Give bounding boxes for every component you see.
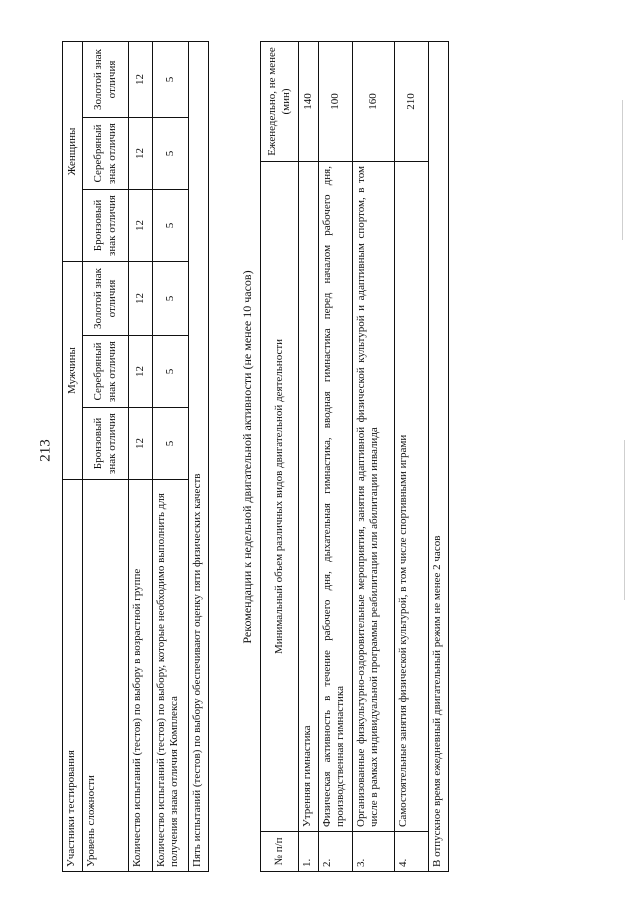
table-note: Пять испытаний (тестов) по выбору обеспечивают оценку пяти физических качеств <box>189 41 209 871</box>
cell-value: 5 <box>153 336 189 408</box>
cell-value: 12 <box>129 408 153 480</box>
activity-description: Утренняя гимнастика <box>299 162 319 832</box>
scan-edge-mark <box>624 440 625 600</box>
number-header: № п/п <box>261 832 299 872</box>
row-number: 4. <box>395 832 429 872</box>
activity-header: Минимальный объем различных видов двигательной деятельности <box>261 162 299 832</box>
cell-value: 12 <box>129 189 153 261</box>
participants-header: Участники тестирования <box>63 480 83 872</box>
weekly-minutes-header: Еженедельно, не менее (мин) <box>261 42 299 162</box>
cell-value: 5 <box>153 261 189 335</box>
page-number: 213 <box>37 439 54 462</box>
table-row <box>395 42 429 872</box>
table-footer-note: В отпускное время ежедневный двигательный режим не менее 2 часов <box>429 42 449 872</box>
row-label: Количество испытаний (тестов) по выбору в возрастной группе <box>129 480 153 872</box>
activity-description: Самостоятельные занятия физической культурой, в том числе спортивными играми <box>395 162 429 832</box>
rotated-page-content <box>62 42 607 872</box>
cell-value: 5 <box>153 189 189 261</box>
women-header: Женщины <box>63 41 83 261</box>
badge-header: Золотой знак отличия <box>83 261 129 335</box>
table-row <box>153 41 189 871</box>
table-row <box>299 42 319 872</box>
scan-edge-mark <box>622 100 623 240</box>
activity-table <box>260 41 449 872</box>
badge-header: Серебряный знак отличия <box>83 117 129 189</box>
men-header: Мужчины <box>63 261 83 479</box>
cell-value: 12 <box>129 261 153 335</box>
table-row <box>129 41 153 871</box>
row-label: Количество испытаний (тестов) по выбору, которые необходимо выполнить для получения знака отличия Комплекса <box>153 480 189 872</box>
weekly-minutes: 100 <box>319 42 353 162</box>
badge-header: Серебряный знак отличия <box>83 336 129 408</box>
table-row <box>319 42 353 872</box>
difficulty-header: Уровень сложности <box>83 480 129 872</box>
badge-header: Бронзовый знак отличия <box>83 189 129 261</box>
row-number: 3. <box>353 832 395 872</box>
row-number: 1. <box>299 832 319 872</box>
cell-value: 12 <box>129 117 153 189</box>
activity-table-caption: Рекомендации к недельной двигательной активности (не менее 10 часов) <box>240 270 254 644</box>
testing-table <box>62 41 209 872</box>
cell-value: 12 <box>129 336 153 408</box>
row-number: 2. <box>319 832 353 872</box>
table-row <box>353 42 395 872</box>
activity-description: Физическая активность в течение рабочего дня, дыхательная гимнастика, вводная гимнастика перед началом рабочего дня, производственная гимнастика <box>319 162 353 832</box>
cell-value: 5 <box>153 408 189 480</box>
cell-value: 5 <box>153 41 189 117</box>
badge-header: Золотой знак отличия <box>83 41 129 117</box>
badge-header: Бронзовый знак отличия <box>83 408 129 480</box>
weekly-minutes: 140 <box>299 42 319 162</box>
cell-value: 5 <box>153 117 189 189</box>
activity-description: Организованные физкультурно-оздоровительные мероприятия, занятия адаптивной физической культурой и адаптивным спортом, в том числе в рамках индивидуальной программы реабилитации или абилитации инвалида <box>353 162 395 832</box>
weekly-minutes: 160 <box>353 42 395 162</box>
cell-value: 12 <box>129 41 153 117</box>
weekly-minutes: 210 <box>395 42 429 162</box>
